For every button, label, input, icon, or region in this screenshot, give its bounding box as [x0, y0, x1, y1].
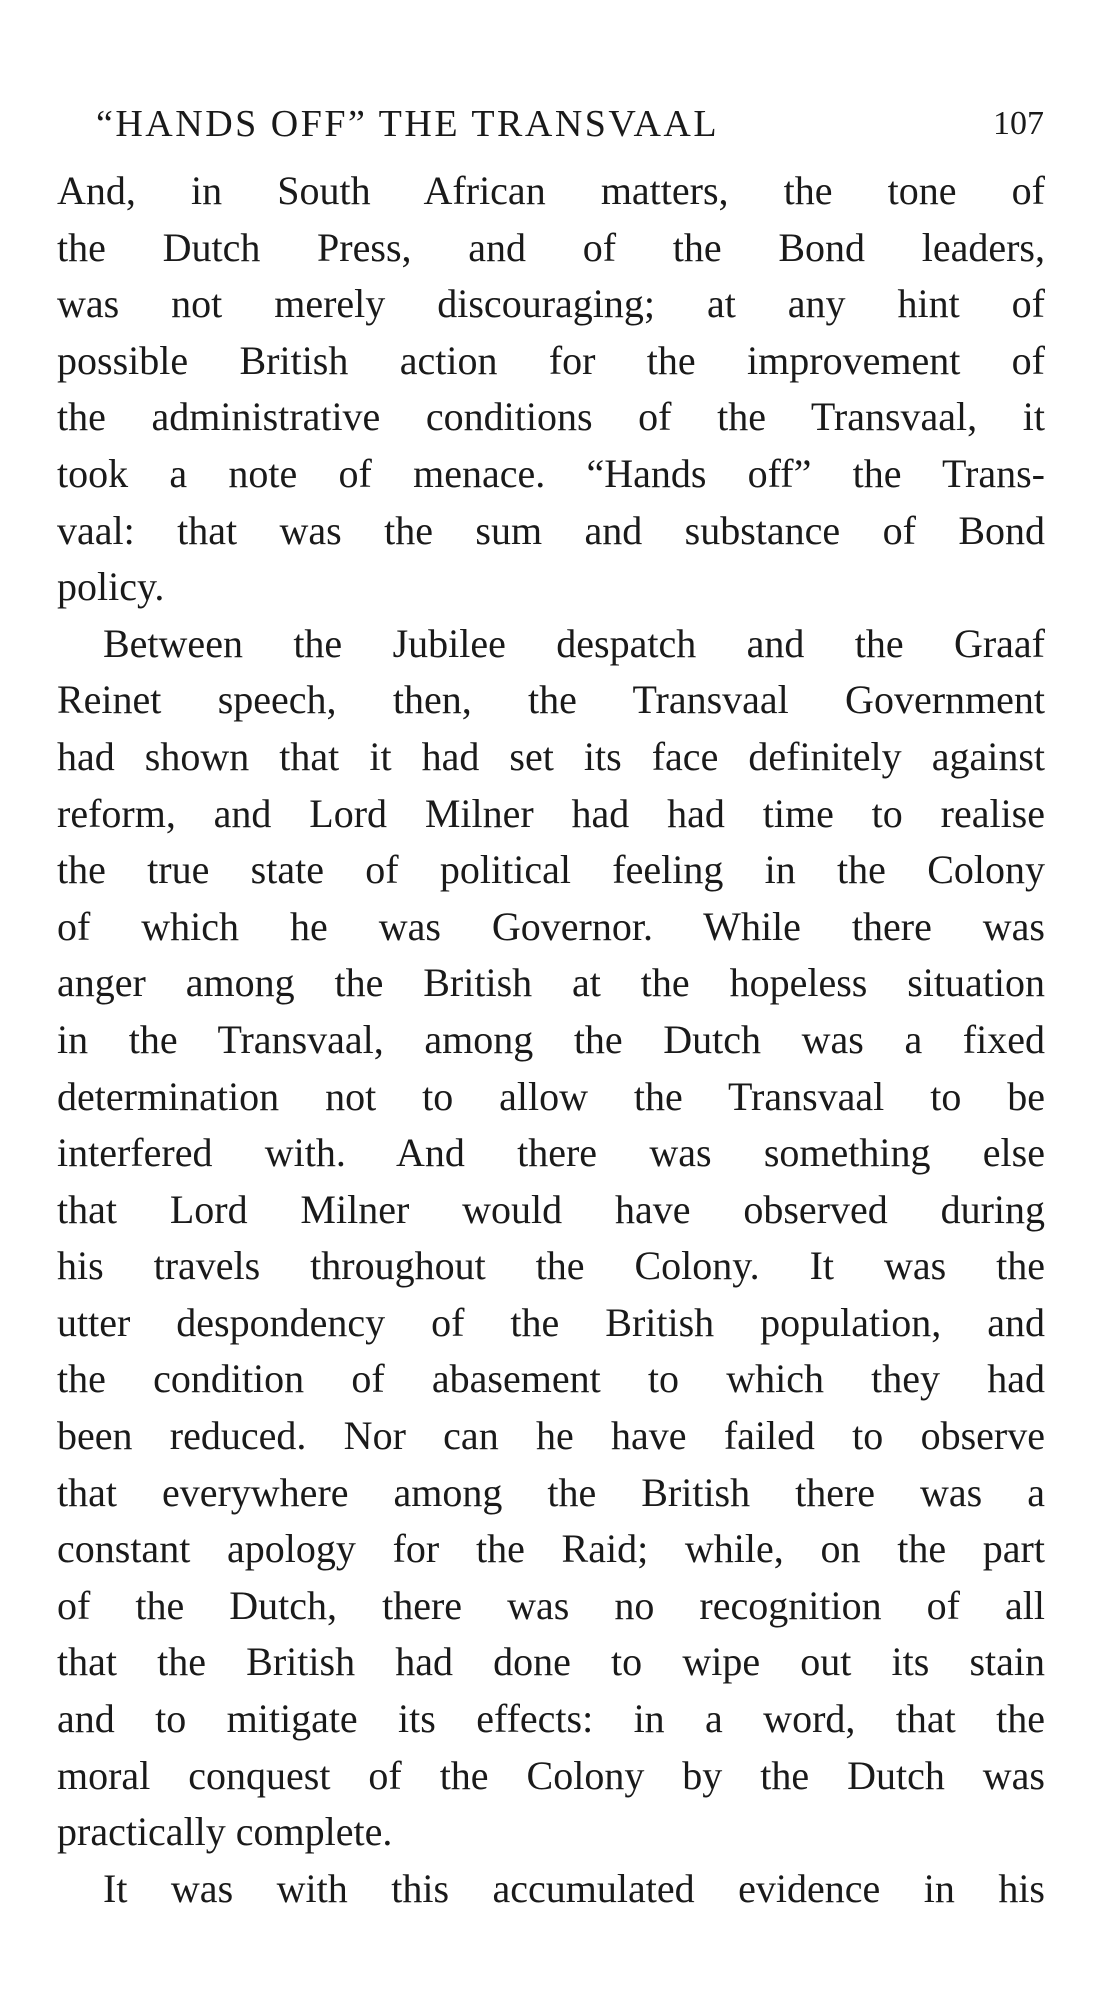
text-line: the condition of abasement to which they had	[57, 1356, 1045, 1402]
text-line: possible British action for the improvement of	[57, 337, 1045, 383]
page-header	[96, 96, 1044, 152]
text-line: It was with this accumulated evidence in his	[103, 1865, 1045, 1911]
text-line: practically complete.	[57, 1809, 393, 1855]
text-line: had shown that it had set its face definitely against	[57, 733, 1045, 779]
text-line: was not merely discouraging; at any hint of	[57, 281, 1045, 327]
text-line: anger among the British at the hopeless situation	[57, 960, 1045, 1006]
text-line: utter despondency of the British population, and	[57, 1299, 1045, 1345]
text-line: And, in South African matters, the tone of	[57, 168, 1045, 213]
text-line: that everywhere among the British there was a	[57, 1469, 1045, 1515]
text-line: vaal: that was the sum and substance of Bond	[57, 507, 1045, 553]
text-line: Between the Jubilee despatch and the Graaf	[103, 620, 1045, 666]
text-line: policy.	[57, 564, 165, 610]
text-line: in the Transvaal, among the Dutch was a fixed	[57, 1016, 1045, 1062]
paragraph	[57, 1861, 1045, 1918]
text-line: interfered with. And there was something else	[57, 1130, 1045, 1176]
text-line: that Lord Milner would have observed during	[57, 1186, 1045, 1232]
page-number: 107	[993, 105, 1044, 142]
text-line: that the British had done to wipe out its stain	[57, 1639, 1045, 1685]
paragraph	[57, 163, 1045, 616]
text-line: the Dutch Press, and of the Bond leaders,	[57, 224, 1045, 270]
text-line: his travels throughout the Colony. It was the	[57, 1243, 1045, 1289]
text-line: of the Dutch, there was no recognition of all	[57, 1582, 1045, 1628]
text-line: took a note of menace. “Hands off” the Trans-	[57, 450, 1045, 496]
body-text	[57, 163, 1045, 1917]
text-line: reform, and Lord Milner had had time to realise	[57, 790, 1045, 836]
text-line: the true state of political feeling in the Colony	[57, 847, 1045, 893]
text-line: been reduced. Nor can he have failed to observe	[57, 1413, 1045, 1459]
text-line: constant apology for the Raid; while, on the part	[57, 1526, 1045, 1572]
text-line: and to mitigate its effects: in a word, that the	[57, 1696, 1045, 1742]
text-line: Reinet speech, then, the Transvaal Government	[57, 677, 1045, 723]
text-line: determination not to allow the Transvaal to be	[57, 1073, 1045, 1119]
running-title: “HANDS OFF” THE TRANSVAAL	[96, 103, 720, 145]
text-line: the administrative conditions of the Transvaal, it	[57, 394, 1045, 440]
text-line: of which he was Governor. While there was	[57, 903, 1045, 949]
text-line: moral conquest of the Colony by the Dutch was	[57, 1752, 1045, 1798]
paragraph	[57, 616, 1045, 1861]
